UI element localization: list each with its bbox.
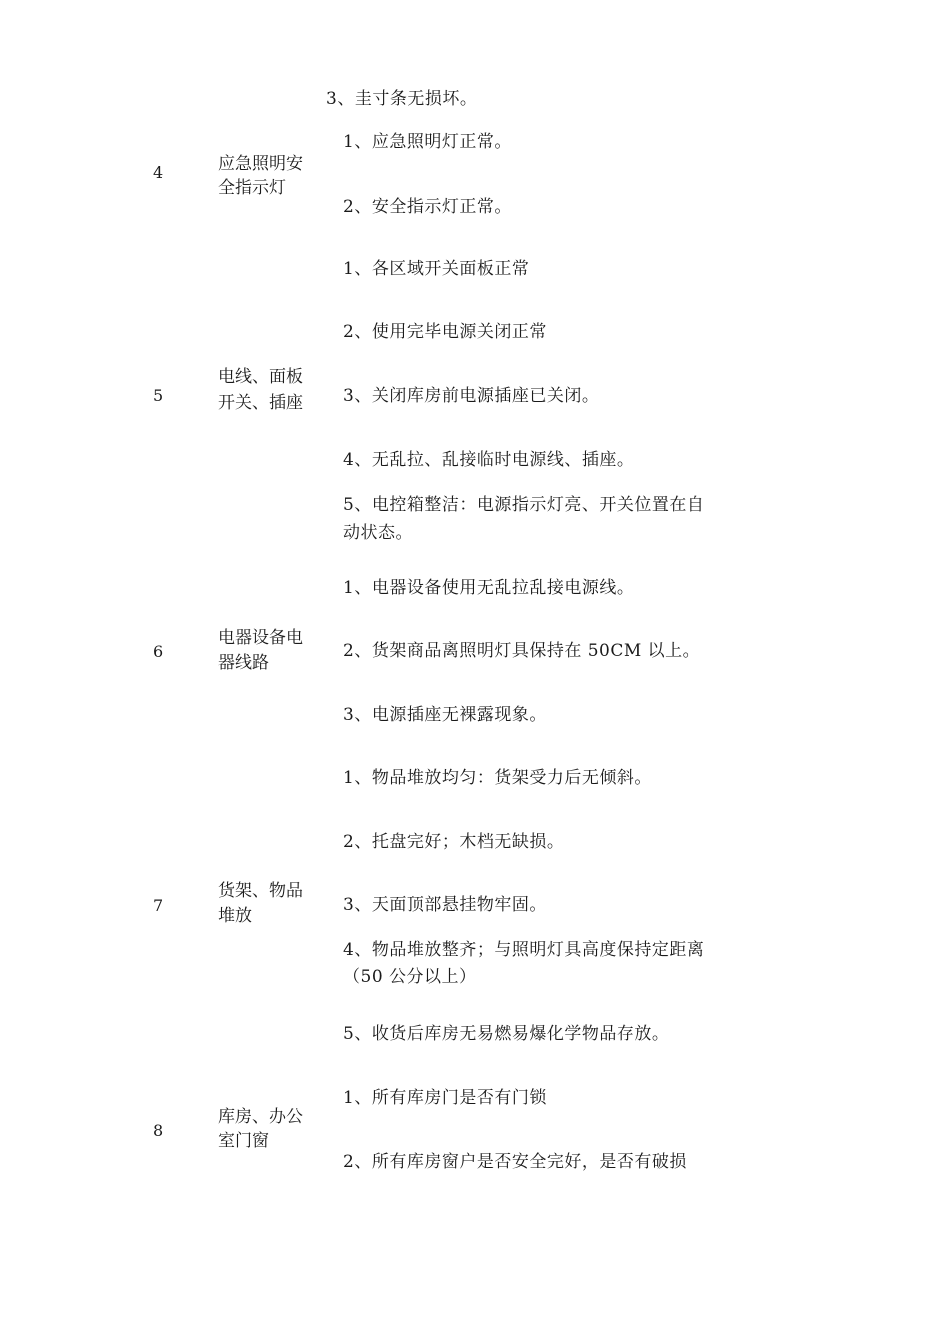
row-number: 7 [153,896,164,915]
row-name-line: 堆放 [218,906,252,926]
continuation-item: 3、圭寸条无损坏。 [326,89,478,109]
check-item: 2、所有库房窗户是否安全完好，是否有破损 [343,1152,687,1172]
check-item: 3、电源插座无裸露现象。 [343,705,547,725]
row-number: 4 [153,163,164,182]
check-item: 2、安全指示灯正常。 [343,197,512,217]
row-name-line: 开关、插座 [218,393,303,413]
check-item: 1、应急照明灯正常。 [343,132,512,152]
check-item: 2、使用完毕电源关闭正常 [343,322,547,342]
check-item: 4、无乱拉、乱接临时电源线、插座。 [343,450,635,470]
row-number: 6 [153,642,164,661]
check-item: 1、各区域开关面板正常 [343,259,530,279]
check-item-continued: 动状态。 [343,523,413,543]
row-name-line: 库房、办公 [218,1107,303,1127]
row-number: 8 [153,1121,164,1140]
check-item: 1、所有库房门是否有门锁 [343,1088,547,1108]
check-item-continued: （50 公分以上） [343,967,477,987]
check-item: 1、电器设备使用无乱拉乱接电源线。 [343,578,635,598]
check-item: 2、托盘完好；木档无缺损。 [343,832,565,852]
row-name-line: 应急照明安 [218,154,303,174]
row-name-line: 货架、物品 [218,881,303,901]
row-number: 5 [153,386,164,405]
check-item: 5、收货后库房无易燃易爆化学物品存放。 [343,1024,670,1044]
check-item: 3、天面顶部悬挂物牢固。 [343,895,547,915]
row-name-line: 室门窗 [218,1131,269,1151]
row-name-line: 电线、面板 [218,367,303,387]
check-item: 3、关闭库房前电源插座已关闭。 [343,386,600,406]
check-item: 1、物品堆放均匀：货架受力后无倾斜。 [343,768,652,788]
check-item: 2、货架商品离照明灯具保持在 50CM 以上。 [343,641,701,661]
check-item: 4、物品堆放整齐；与照明灯具高度保持定距离 [343,940,705,960]
row-name-line: 器线路 [218,653,269,673]
row-name-line: 全指示灯 [218,178,286,198]
check-item: 5、电控箱整洁：电源指示灯亮、开关位置在自 [343,495,705,515]
row-name-line: 电器设备电 [218,628,303,648]
